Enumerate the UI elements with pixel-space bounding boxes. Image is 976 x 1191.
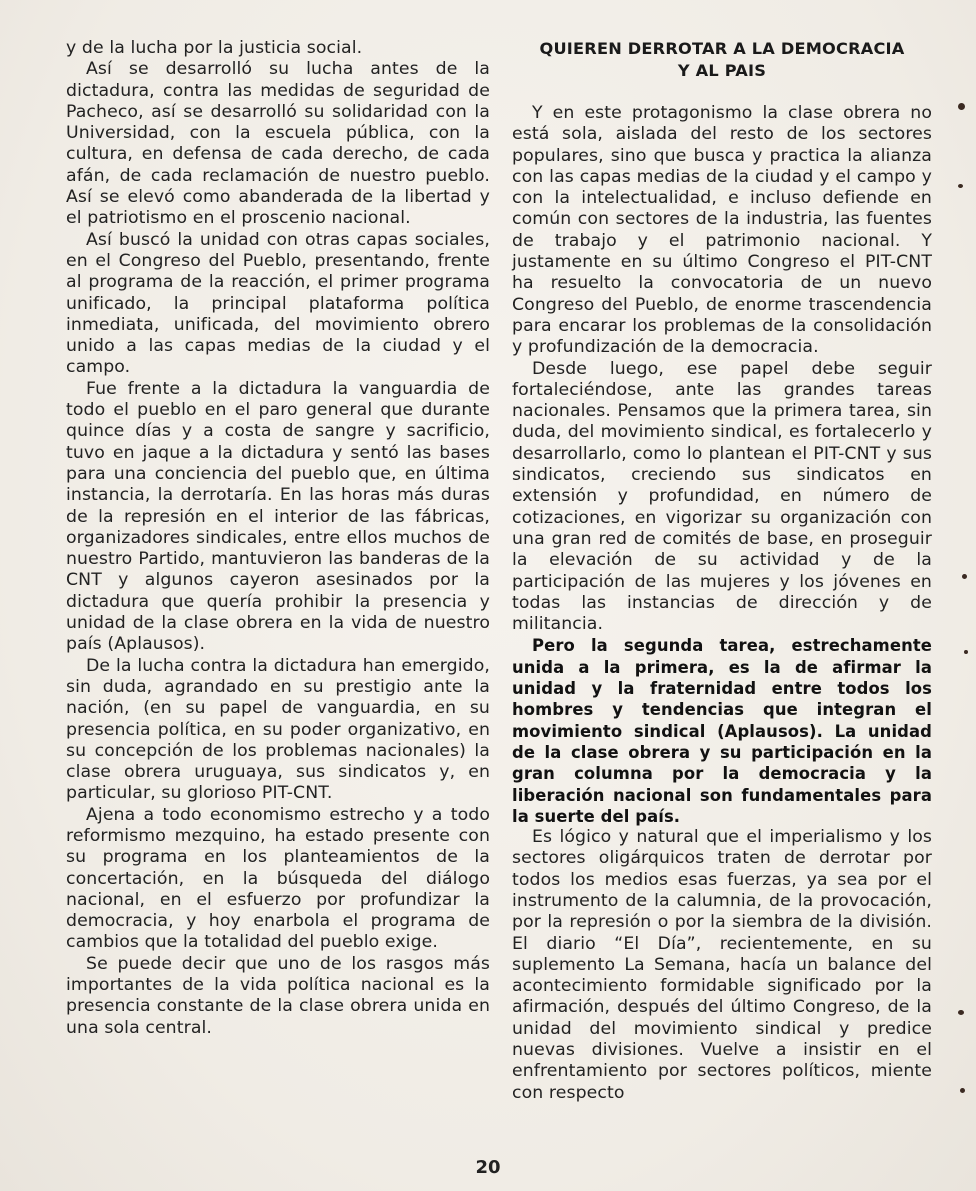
- section-heading-line: QUIEREN DERROTAR A LA DEMOCRACIA: [539, 39, 905, 58]
- ink-speck: [958, 184, 963, 188]
- paragraph: Y en este protagonismo la clase obrera no está sola, aislada del resto de los sectores populares, sino que busca y practica la alianza con las capas medias de la ciudad y el campo y con la intelectualidad, e incluso defiende en común con sectores de la industria, las fuentes de trabajo y el patrimonio nacional. Y justamente en su último Congreso el PIT-CNT ha resuelto la convocatoria de un nuevo Congreso del Pueblo, de enorme trascendencia para encarar los problemas de la consolidación y profundización de la democracia.: [512, 103, 932, 358]
- paragraph: Así buscó la unidad con otras capas sociales, en el Congreso del Pueblo, presentando, frente al programa de la reacción, el primer programa unificado, la principal plataforma política inmediata, unificada, del movimiento obrero unido a las capas medias de la ciudad y el campo.: [66, 229, 490, 378]
- paragraph: Se puede decir que uno de los rasgos más importantes de la vida política nacional es la presencia constante de la clase obrera unida en una sola central.: [66, 953, 490, 1038]
- left-text-column: [66, 38, 490, 1039]
- paragraph: y de la lucha por la justicia social.: [66, 38, 363, 58]
- bold-paragraph: Pero la segunda tarea, estrechamente unida a la primera, es la de afirmar la unidad y la fraternidad entre todos los hombres y tendencias que integran el movimiento sindical (Aplausos). La unidad de la clase obrera y su participación en la gran columna por la democracia y la liberación nacional son fundamentales para la suerte del país.: [512, 636, 932, 826]
- section-heading: [512, 38, 932, 81]
- paragraph: De la lucha contra la dictadura han emergido, sin duda, agrandado en su prestigio ante la nación, (en su papel de vanguardia, en su presencia política, en su poder organizativo, en su concepción de los problemas nacionales) la clase obrera uruguaya, sus sindicatos y, en particular, su glorioso PIT-CNT.: [66, 655, 490, 804]
- paragraph: Es lógico y natural que el imperialismo y los sectores oligárquicos traten de derrotar por todos los medios esas fuerzas, ya sea por el instrumento de la calumnia, de la provocación, por la represión o por la siembra de la división. El diario “El Día”, recientemente, en su suplemento La Semana, hacía un balance del acontecimiento formidable significado por la afirmación, después del último Congreso, de la unidad del movimiento sindical y predice nuevas divisiones. Vuelve a insistir en el enfrentamiento por sectores políticos, miente con respecto: [512, 827, 932, 1103]
- paragraph: Así se desarrolló su lucha antes de la dictadura, contra las medidas de seguridad de Pacheco, así se desarrolló su solidaridad con la Universidad, con la escuela pública, con la cultura, en defensa de cada derecho, de cada afán, de cada reclamación de nuestro pueblo. Así se elevó como abanderada de la libertad y el patriotismo en el proscenio nacional.: [66, 59, 490, 229]
- ink-speck: [962, 574, 967, 579]
- section-heading-line: Y AL PAIS: [677, 60, 767, 80]
- right-text-column: [512, 38, 932, 1104]
- paragraph: Ajena a todo economismo estrecho y a todo reformismo mezquino, ha estado presente con su programa en los planteamientos de la concertación, en la búsqueda del diálogo nacional, en el esfuerzo por profundizar la democracia, y hoy enarbola el programa de cambios que la totalidad del pueblo exige.: [66, 804, 490, 953]
- paragraph: Desde luego, ese papel debe seguir fortaleciéndose, ante las grandes tareas nacionales. Pensamos que la primera tarea, sin duda, del movimiento sindical, es fortalecerlo y desarrollarlo, como lo plantean el PIT-CNT y sus sindicatos, creciendo sus sindicatos en extensión y profundidad, en número de cotizaciones, en vigorizar su organización con una gran red de comités de base, en proseguir la elevación de su actividad y de la participación de las mujeres y los jóvenes en todas las instancias de dirección y de militancia.: [512, 358, 932, 635]
- paragraph: Fue frente a la dictadura la vanguardia de todo el pueblo en el paro general que durante quince días y a costa de sangre y sacrificio, tuvo en jaque a la dictadura y sentó las bases para una conciencia del pueblo que, en última instancia, la derrotaría. En las horas más duras de la represión en el interior de las fábricas, organizadores sindicales, entre ellos muchos de nuestro Partido, mantuvieron las banderas de la CNT y algunos cayeron asesinados por la dictadura que quería prohibir la presencia y unidad de la clase obrera en la vida de nuestro país (Aplausos).: [66, 378, 490, 655]
- ink-speck: [960, 1088, 965, 1093]
- ink-speck: [958, 1010, 964, 1015]
- page-number: 20: [475, 1157, 501, 1178]
- ink-speck: [964, 650, 968, 654]
- ink-speck: [958, 103, 965, 110]
